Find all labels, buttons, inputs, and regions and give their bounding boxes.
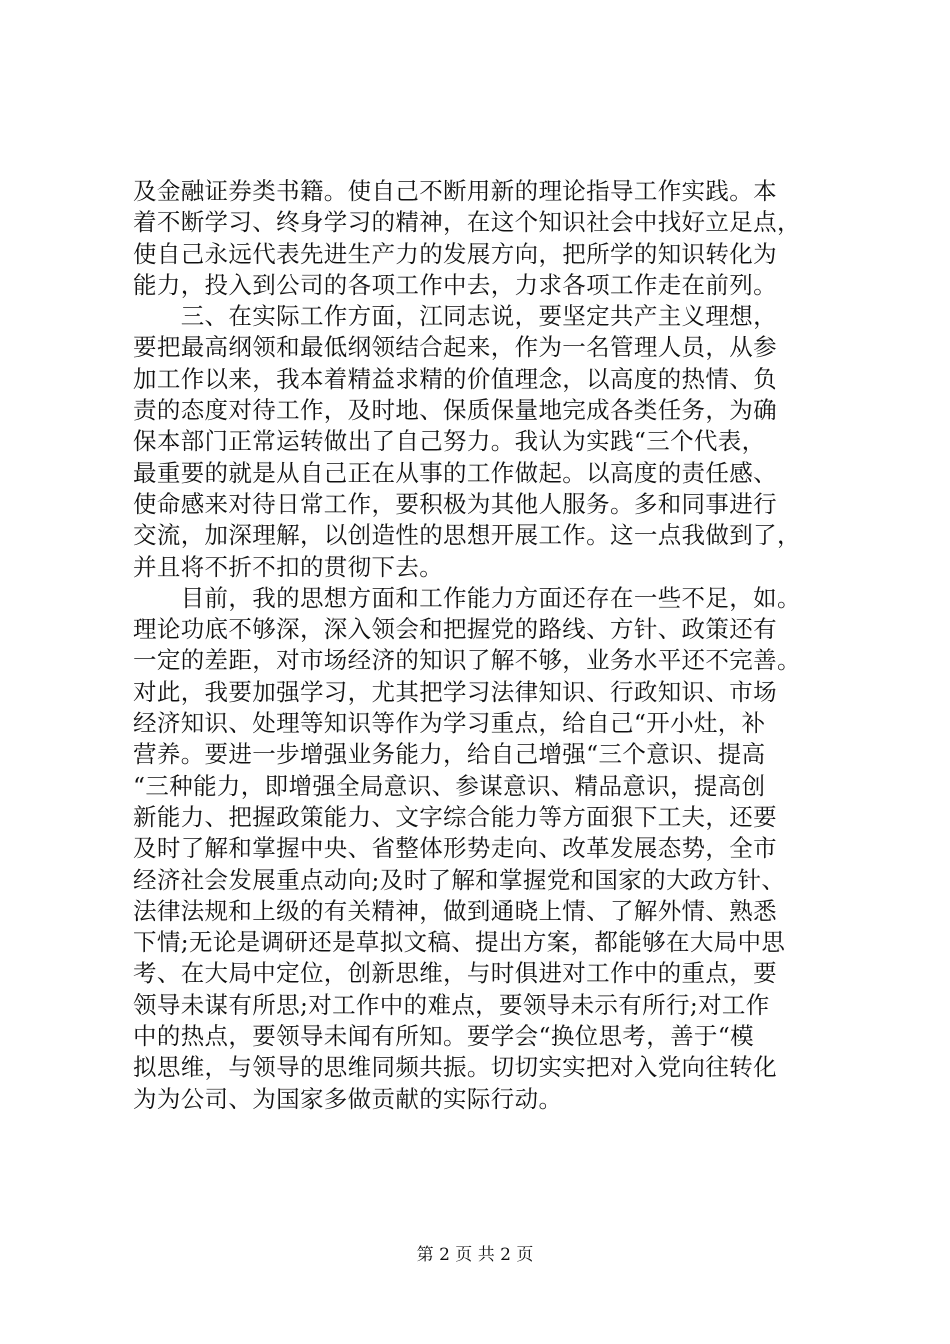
text-line: 及金融证券类书籍。使自己不断用新的理论指导工作实践。本 [133,177,777,205]
text-line: 新能力、把握政策能力、文字综合能力等方面狠下工夫，还要 [133,802,777,831]
text-line: 使自己永远代表先进生产力的发展方向，把所学的知识转化为 [133,239,777,268]
text-line: “三种能力，即增强全局意识、参谋意识、精品意识，提高创 [133,771,766,800]
text-line: 加工作以来，我本着精益求精的价值理念，以高度的热情、负 [133,364,777,393]
text-line: 着不断学习、终身学习的精神，在这个知识社会中找好立足点， [133,208,801,237]
page-footer: 第 2 页 共 2 页 [416,1245,534,1265]
text-line: 及时了解和掌握中央、省整体形势走向、改革发展态势，全市 [133,834,777,863]
text-line: 下情;无论是调研还是草拟文稿、提出方案，都能够在大局中思 [133,928,786,957]
text-line: 经济社会发展重点动向;及时了解和掌握党和国家的大政方针、 [133,865,786,894]
text-line: 责的态度对待工作，及时地、保质保量地完成各类任务，为确 [133,396,777,425]
text-line: 营养。要进一步增强业务能力，给自己增强“三个意识、提高 [133,740,766,769]
text-line: 法律法规和上级的有关精神，做到通晓上情、了解外情、熟悉 [133,896,777,925]
text-line: 并且将不折不扣的贯彻下去。 [133,552,444,581]
text-line: 理论功底不够深，深入领会和把握党的路线、方针、政策还有 [133,615,777,644]
text-line: 领导未谋有所思;对工作中的难点，要领导未示有所行;对工作 [133,990,770,1019]
text-line: 能力，投入到公司的各项工作中去，力求各项工作走在前列。 [133,270,777,299]
text-line: 中的热点，要领导未闻有所知。要学会“换位思考，善于“模 [133,1022,754,1051]
text-line: 考、在大局中定位，创新思维，与时俱进对工作中的重点，要 [133,959,777,988]
text-line: 拟思维，与领导的思维同频共振。切切实实把对入党向往转化 [133,1053,777,1082]
text-line: 保本部门正常运转做出了自己努力。我认为实践“三个代表， [133,427,766,456]
text-line: 使命感来对待日常工作，要积极为其他人服务。多和同事进行 [133,489,777,518]
text-line: 三、在实际工作方面，江同志说，要坚定共产主义理想， [133,302,777,331]
text-line: 交流，加深理解，以创造性的思想开展工作。这一点我做到了， [133,521,801,550]
text-line: 经济知识、处理等知识等作为学习重点，给自己“开小灶，补 [133,709,766,738]
text-line: 一定的差距，对市场经济的知识了解不够，业务水平还不完善。 [133,646,801,675]
text-line: 最重要的就是从自己正在从事的工作做起。以高度的责任感、 [133,458,777,487]
body-text [133,176,833,1115]
text-line: 对此，我要加强学习，尤其把学习法律知识、行政知识、市场 [133,677,777,706]
text-line: 目前，我的思想方面和工作能力方面还存在一些不足，如。 [133,583,801,612]
text-line: 要把最高纲领和最低纲领结合起来，作为一名管理人员，从参 [133,333,777,362]
text-line: 为为公司、为国家多做贡献的实际行动。 [133,1084,563,1113]
